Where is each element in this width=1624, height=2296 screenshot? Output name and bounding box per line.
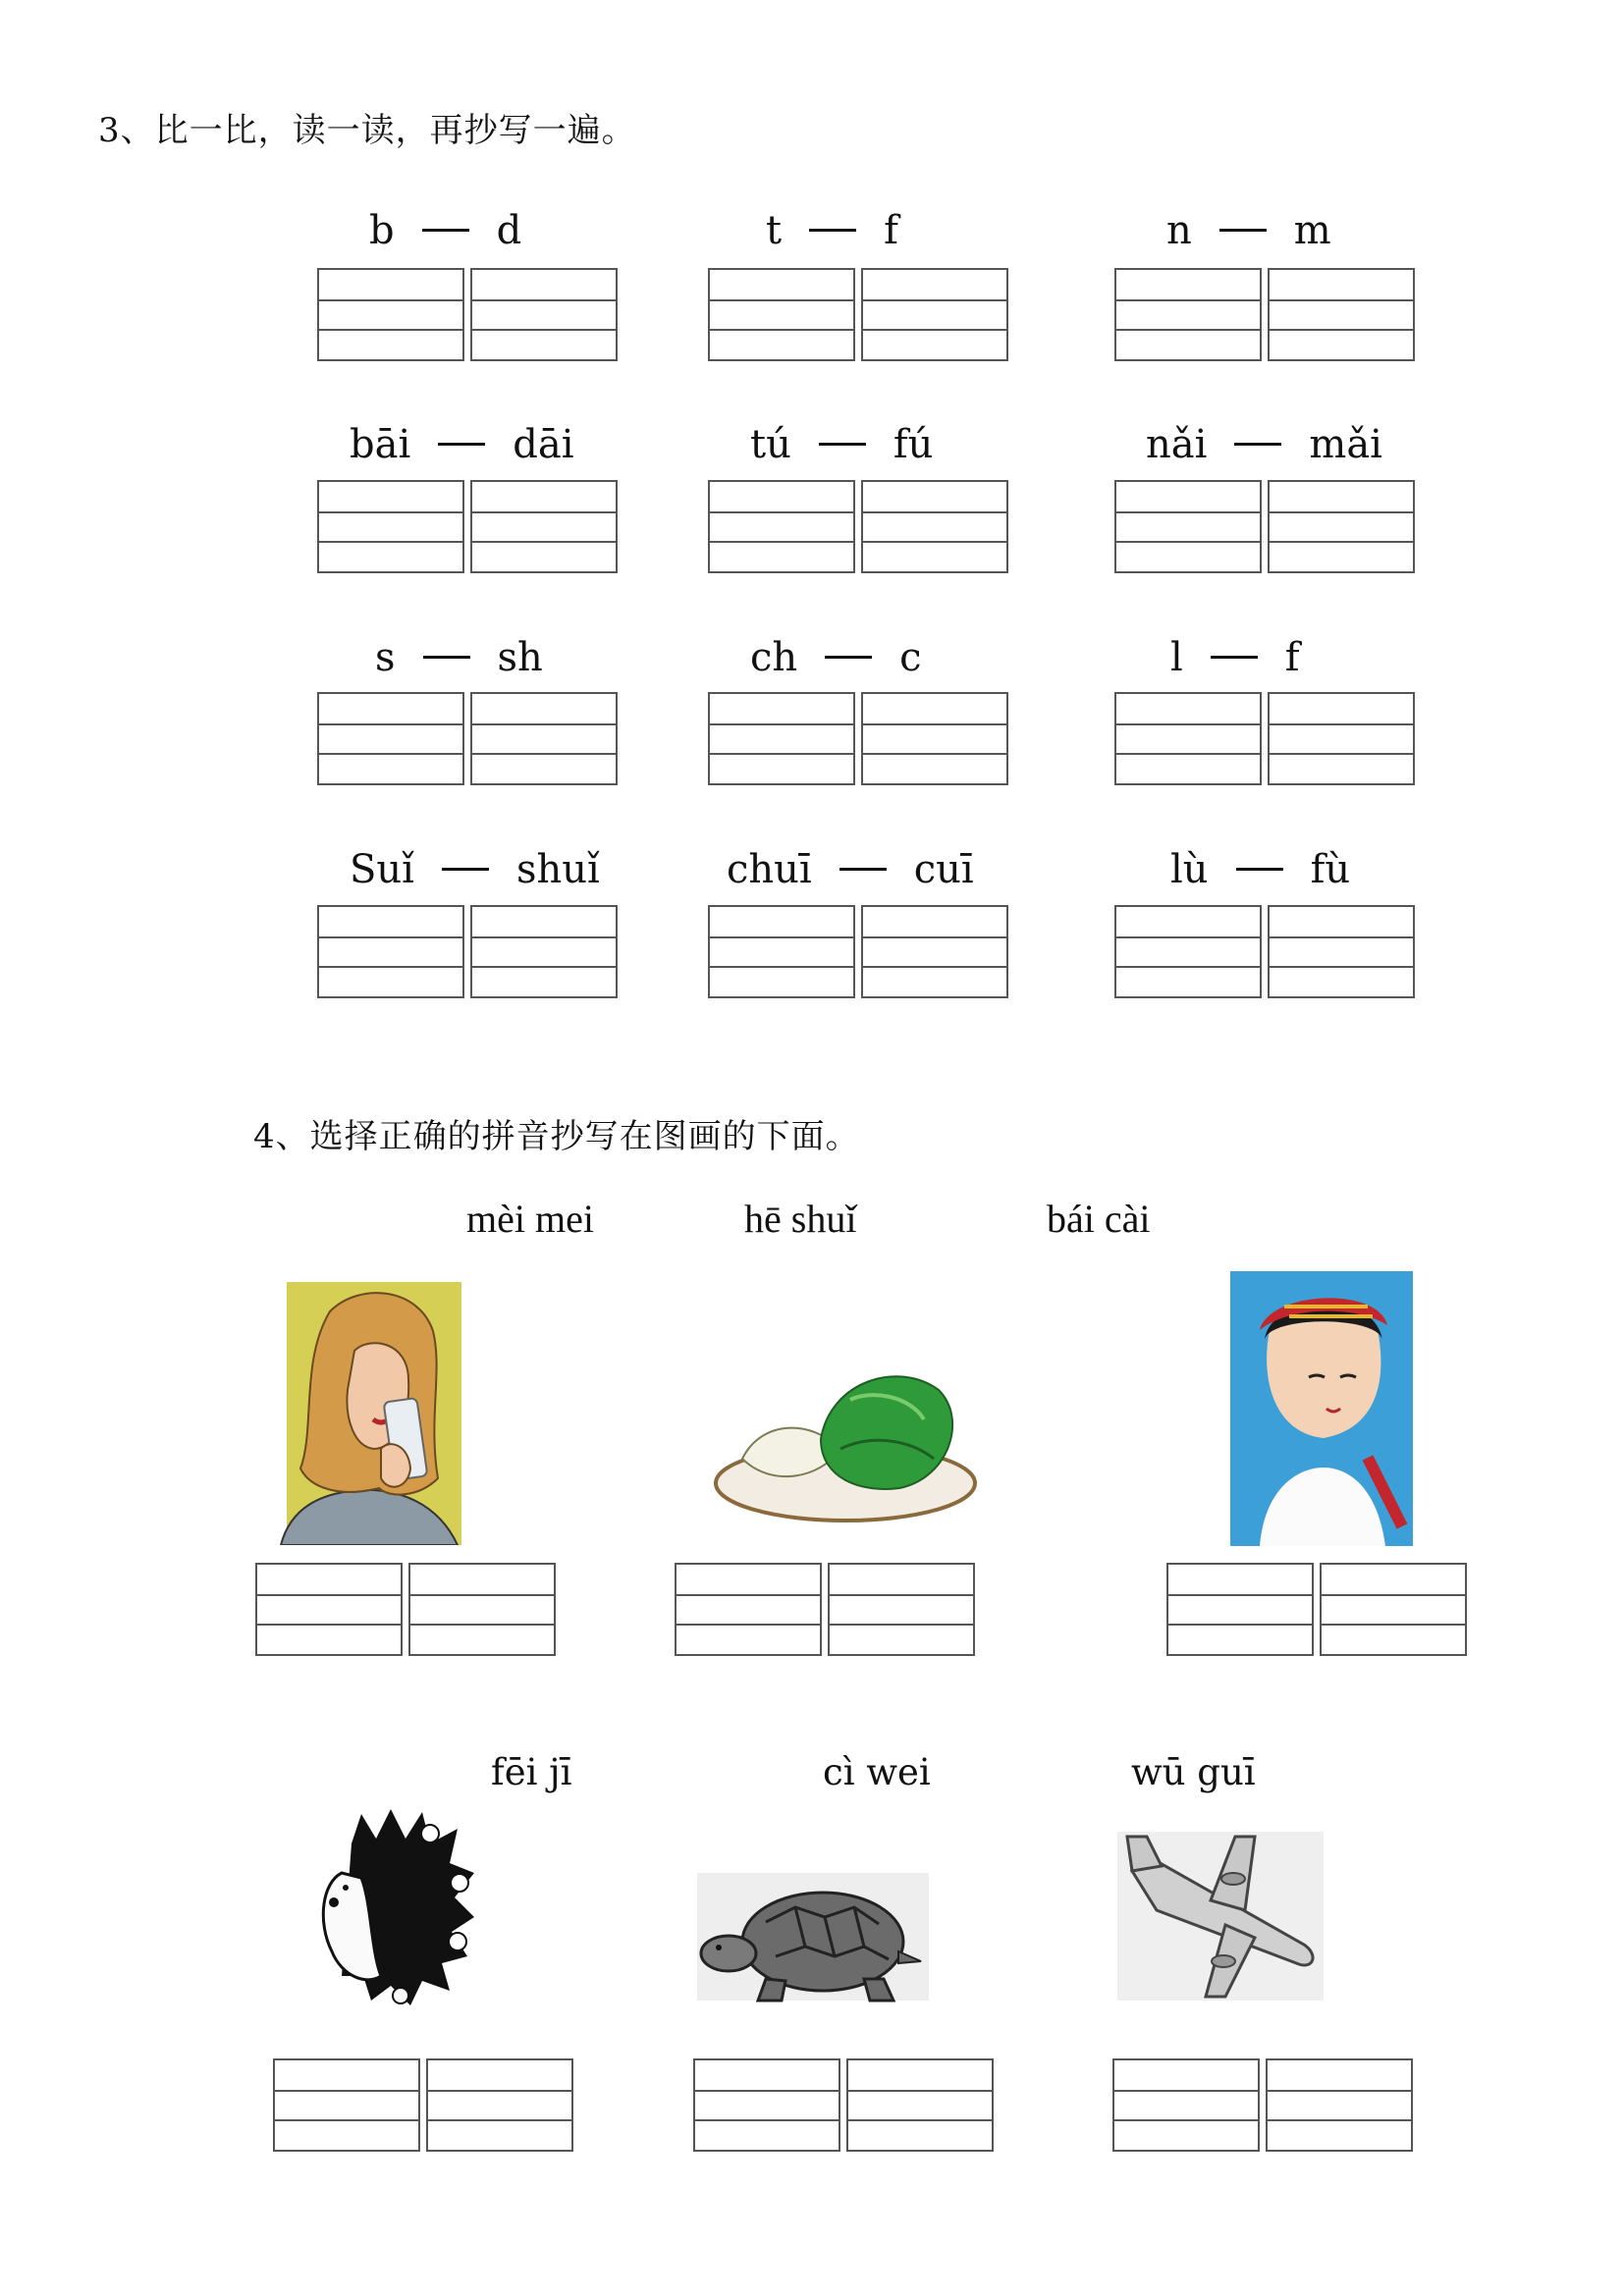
- writing-cell[interactable]: [1114, 480, 1262, 573]
- word-bai-cai: bái cài: [1047, 1197, 1151, 1241]
- writing-cell[interactable]: [255, 1563, 403, 1656]
- writing-grid[interactable]: [708, 480, 1008, 575]
- writing-grid[interactable]: [1114, 692, 1415, 787]
- pair-right: f: [884, 208, 898, 253]
- writing-grid[interactable]: [317, 905, 618, 1000]
- writing-cell[interactable]: [708, 268, 855, 361]
- pair-right: fú: [893, 422, 934, 467]
- pair-right: c: [899, 635, 922, 680]
- writing-cell[interactable]: [317, 905, 464, 998]
- writing-cell[interactable]: [861, 692, 1008, 785]
- writing-cell[interactable]: [693, 2058, 840, 2152]
- writing-cell[interactable]: [675, 1563, 822, 1656]
- writing-grid[interactable]: [708, 268, 1008, 363]
- pair-l-f: [1170, 635, 1300, 680]
- pair-tu-fu: [750, 422, 933, 467]
- dash: [809, 229, 856, 232]
- pair-chui-cui: [727, 847, 974, 892]
- writing-cell[interactable]: [1268, 692, 1415, 785]
- writing-cell[interactable]: [317, 480, 464, 573]
- cabbage-picture: [703, 1341, 988, 1537]
- pair-left: lù: [1170, 847, 1209, 892]
- dash: [1211, 656, 1258, 659]
- dash: [1219, 229, 1267, 232]
- writing-cell[interactable]: [273, 2058, 420, 2152]
- writing-cell[interactable]: [708, 692, 855, 785]
- writing-cell[interactable]: [1266, 2058, 1413, 2152]
- writing-cell[interactable]: [1112, 2058, 1260, 2152]
- writing-grid[interactable]: [1112, 2058, 1413, 2154]
- word-fei-ji: fēi jī: [491, 1751, 572, 1793]
- writing-cell[interactable]: [1114, 905, 1262, 998]
- writing-grid[interactable]: [1114, 480, 1415, 575]
- pair-b-d: [369, 208, 521, 253]
- writing-grid[interactable]: [255, 1563, 556, 1658]
- writing-grid[interactable]: [1114, 905, 1415, 1000]
- pair-ch-c: [750, 635, 922, 680]
- writing-cell[interactable]: [426, 2058, 573, 2152]
- writing-cell[interactable]: [1114, 692, 1262, 785]
- word-mei-mei: mèi mei: [466, 1197, 594, 1241]
- dash: [839, 868, 887, 871]
- woman-drinking-picture: [271, 1282, 467, 1545]
- section4-heading: 4、选择正确的拼音抄写在图画的下面。: [253, 1117, 860, 1156]
- pair-n-m: [1166, 208, 1331, 253]
- writing-cell[interactable]: [317, 692, 464, 785]
- pair-bai-dai: [350, 422, 574, 467]
- writing-grid[interactable]: [1114, 268, 1415, 363]
- writing-grid[interactable]: [708, 692, 1008, 787]
- writing-grid[interactable]: [675, 1563, 975, 1658]
- writing-cell[interactable]: [470, 692, 618, 785]
- pair-t-f: [766, 208, 898, 253]
- writing-cell[interactable]: [828, 1563, 975, 1656]
- writing-cell[interactable]: [1268, 905, 1415, 998]
- pair-right: sh: [497, 635, 543, 680]
- writing-cell[interactable]: [1166, 1563, 1314, 1656]
- airplane-picture: [1117, 1832, 1324, 2001]
- pair-left: t: [766, 208, 783, 253]
- turtle-picture: [697, 1863, 929, 2010]
- hedgehog-picture: [312, 1804, 479, 2015]
- pair-left: bāi: [350, 422, 411, 467]
- pair-right: cuī: [913, 847, 974, 892]
- writing-cell[interactable]: [317, 268, 464, 361]
- pair-left: l: [1170, 635, 1183, 680]
- word-wu-gui: wū guī: [1131, 1751, 1256, 1793]
- pair-left: s: [375, 635, 396, 680]
- pair-nai-mai: [1146, 422, 1382, 467]
- pair-left: tú: [750, 422, 791, 467]
- pair-s-sh: [375, 635, 543, 680]
- writing-cell[interactable]: [470, 480, 618, 573]
- writing-grid[interactable]: [317, 692, 618, 787]
- pair-left: nǎi: [1146, 422, 1208, 467]
- writing-cell[interactable]: [1268, 480, 1415, 573]
- writing-cell[interactable]: [861, 480, 1008, 573]
- dash: [819, 443, 866, 446]
- pair-sui-shui: [350, 847, 600, 892]
- writing-grid[interactable]: [693, 2058, 994, 2154]
- girl-picture: [1230, 1271, 1413, 1546]
- writing-cell[interactable]: [708, 480, 855, 573]
- pair-left: b: [369, 208, 395, 253]
- pair-right: f: [1284, 635, 1300, 680]
- dash: [442, 868, 489, 871]
- pair-right: d: [496, 208, 522, 253]
- writing-cell[interactable]: [708, 905, 855, 998]
- writing-cell[interactable]: [861, 268, 1008, 361]
- writing-grid[interactable]: [317, 480, 618, 575]
- pair-right: mǎi: [1309, 422, 1382, 467]
- pair-right: m: [1293, 208, 1331, 253]
- pair-left: ch: [750, 635, 798, 680]
- writing-cell[interactable]: [408, 1563, 556, 1656]
- writing-cell[interactable]: [861, 905, 1008, 998]
- dash: [1234, 443, 1281, 446]
- section3-heading: 3、比一比，读一读，再抄写一遍。: [98, 111, 636, 150]
- pair-left: n: [1166, 208, 1192, 253]
- writing-cell[interactable]: [1268, 268, 1415, 361]
- dash: [825, 656, 872, 659]
- word-he-shui: hē shuǐ: [744, 1197, 857, 1241]
- writing-cell[interactable]: [470, 905, 618, 998]
- writing-cell[interactable]: [470, 268, 618, 361]
- pair-right: shuǐ: [515, 847, 600, 892]
- pair-lu-fu: [1170, 847, 1350, 892]
- writing-grid[interactable]: [317, 268, 618, 363]
- pair-right: fù: [1310, 847, 1351, 892]
- writing-cell[interactable]: [846, 2058, 994, 2152]
- writing-grid[interactable]: [708, 905, 1008, 1000]
- writing-cell[interactable]: [1320, 1563, 1467, 1656]
- pair-left: chuī: [727, 847, 812, 892]
- dash: [1236, 868, 1283, 871]
- pair-right: dāi: [513, 422, 574, 467]
- writing-grid[interactable]: [273, 2058, 573, 2154]
- pair-left: Suǐ: [350, 847, 414, 892]
- dash: [423, 656, 470, 659]
- writing-grid[interactable]: [1166, 1563, 1467, 1658]
- writing-cell[interactable]: [1114, 268, 1262, 361]
- dash: [438, 443, 485, 446]
- dash: [422, 229, 469, 232]
- word-ci-wei: cì wei: [823, 1751, 931, 1793]
